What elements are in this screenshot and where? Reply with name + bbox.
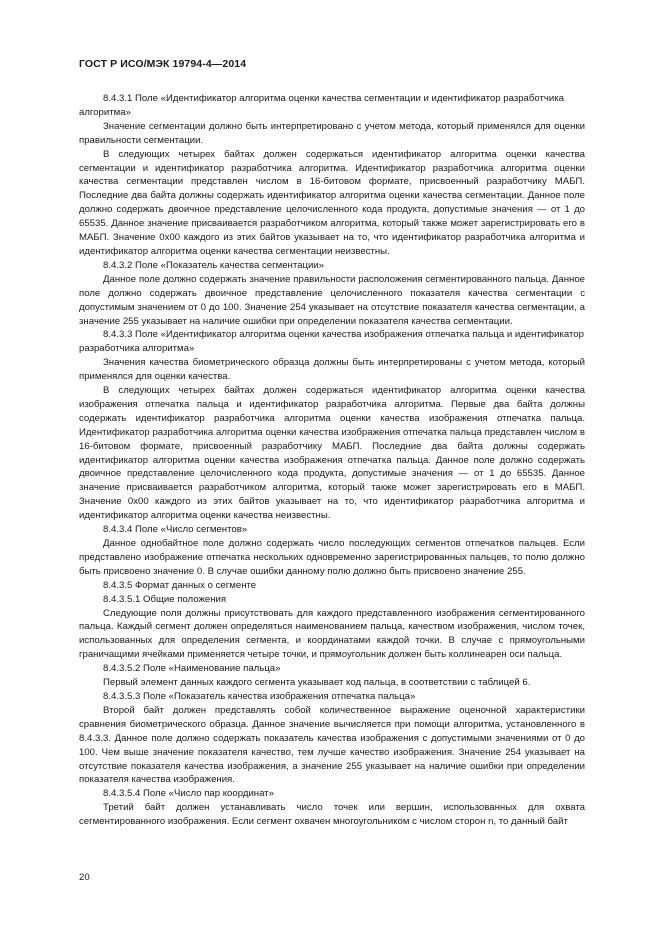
section-heading: 8.4.3.5.3 Поле «Показатель качества изображения отпечатка пальца» <box>103 690 416 702</box>
body-paragraph: Значения качества биометрического образца должны быть интерпретированы с учетом метода, который применялся для оценки качества. <box>79 357 585 383</box>
section-heading: 8.4.3.5 Формат данных о сегменте <box>103 579 257 591</box>
body-paragraph: В следующих четырех байтах должен содержаться идентификатор алгоритма оценки качества сегментации и идентификатор разработчика алгоритма. Идентификатор разработчика алгоритма оценки качества сегментации представлен числом в 16-битовом формате, присвоенный разработчику МАБП. Последние два байта должны содержать идентификатор алгоритма оценки качества сегментации. Данное поле должно содержать двоичное представление целочисленного кода продукта, допустимые значения — от 1 до 65535. Данное значение присваивается разработчиком алгоритма, который также может зарегистрировать его в МАБП. Значение 0x00 каждого из этих байтов указывает на то, что идентификатор разработчика алгоритма и идентификатор алгоритма оценки качества сегментации неизвестны. <box>79 148 585 257</box>
document-body <box>79 92 585 829</box>
body-paragraph: Третий байт должен устанавливать число точек или вершин, использованных для охвата сегментированного изображения. Если сегмент охвачен многоугольником с числом сторон n, то данный байт <box>79 802 585 828</box>
section-heading: 8.4.3.1 Поле «Идентификатор алгоритма оценки качества сегментации и идентификатор разработчика алгоритма» <box>79 93 565 118</box>
body-paragraph: Значение сегментации должно быть интерпретировано с учетом метода, который применялся для оценки правильности сегментации. <box>79 120 585 146</box>
page-number: 20 <box>79 872 90 883</box>
section-heading: 8.4.3.5.4 Поле «Число пар координат» <box>103 788 274 800</box>
document-header: ГОСТ Р ИСО/МЭК 19794-4—2014 <box>79 58 247 70</box>
body-paragraph: Данное однобайтное поле должно содержать число последующих сегментов отпечатков пальцев. Если представлено изображение отпечатка нескольких одновременно зарегистрированных пальцев, то полю должно быть присвоено значение 0. В случае ошибки данному полю должно быть присвоено значение 255. <box>79 538 585 577</box>
section-heading: 8.4.3.3 Поле «Идентификатор алгоритма оценки качества изображения отпечатка пальца и идентификатор разработчика алгоритма» <box>79 329 584 355</box>
section-heading: 8.4.3.4 Поле «Число сегментов» <box>103 524 248 536</box>
section-heading: 8.4.3.5.1 Общие положения <box>103 593 227 605</box>
body-paragraph: Следующие поля должны присутствовать для каждого представленного изображения сегментированного пальца. Каждый сегмент должен определяться наименованием пальца, качеством изображения, числом точек, использованных для определения сегмента, и координатами каждой точки. В случае с прямоугольными граничащими ячейками применяется четыре точки, и прямоугольник должен быть коллинеарен оси пальца. <box>79 607 585 661</box>
body-paragraph: Второй байт должен представлять собой количественное выражение оценочной характеристики сравнения биометрического образца. Данное значение вычисляется при помощи алгоритма, установленного в 8.4.3.3. Данное поле должно содержать показатель качества изображения с допустимыми значениями от 0 до 100. Чем выше значение показателя качество, тем лучше качество изображения. Значение 254 указывает на отсутствие показателя качества изображения, а значение 255 указывает на наличие ошибки при определении показателя качества изображения. <box>79 704 585 786</box>
body-paragraph: Данное поле должно содержать значение правильности расположения сегментированного пальца. Данное поле должно содержать двоичное представление целочисленного показателя качества сегментации с допустимым значением от 0 до 100. Значение 254 указывает на отсутствие показателя качества сегментации, а значение 255 указывает на наличие ошибки при определении показателя качества сегментации. <box>79 273 585 327</box>
section-heading: 8.4.3.5.2 Поле «Наименование пальца» <box>103 663 281 675</box>
body-paragraph: Первый элемент данных каждого сегмента указывает код пальца, в соответствии с таблицей 6. <box>103 677 531 689</box>
section-heading: 8.4.3.2 Поле «Показатель качества сегментации» <box>103 259 324 271</box>
body-paragraph: В следующих четырех байтах должен содержаться идентификатор алгоритма оценки качества изображения отпечатка пальца и идентификатор разработчика алгоритма. Первые два байта должны содержать идентификатор разработчика алгоритма оценки качества изображения отпечатка пальца. Идентификатор разработчика алгоритма оценки качества изображения отпечатка пальца представлен числом в 16-битовом формате, присвоенный разработчику МАБП. Последние два байта должны содержать идентификатор алгоритма оценки качества изображения отпечатка пальца. Данное поле должно содержать двоичное представление целочисленного кода продукта, допустимые значения — от 1 до 65535. Данное значение присваивается разработчиком алгоритма, который также может зарегистрировать его в МАБП. Значение 0x00 каждого из этих байтов указывает на то, что идентификатор разработчика алгоритма и идентификатор алгоритма оценки качества неизвестны. <box>79 385 585 522</box>
